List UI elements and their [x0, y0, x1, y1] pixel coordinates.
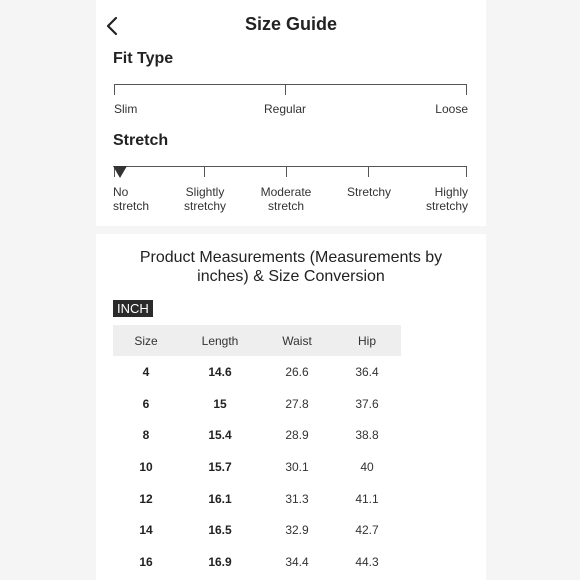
cell-size: 6	[142, 396, 150, 411]
fit-type-label-loose: Loose	[435, 102, 468, 116]
cell-waist: 27.8	[285, 396, 309, 411]
stretch-scale-line	[114, 166, 467, 167]
stretch-tick	[286, 166, 287, 177]
fit-type-tick	[114, 84, 115, 95]
table-row	[113, 451, 401, 483]
fit-type-label-slim: Slim	[114, 102, 138, 116]
table-header-row	[113, 325, 401, 356]
table-row	[113, 388, 401, 420]
cell-waist: 26.6	[285, 364, 309, 379]
measurements-title: Product Measurements (Measurements by inches) & Size Conversion	[139, 249, 443, 285]
cell-size: 4	[142, 364, 150, 379]
cell-hip: 37.6	[355, 396, 379, 411]
cell-length: 16.5	[208, 523, 232, 538]
fit-type-title: Fit Type	[113, 50, 174, 67]
column-header-hip: Hip	[333, 325, 401, 356]
stretch-tick	[466, 166, 467, 177]
cell-length: 15.4	[208, 428, 232, 443]
cell-hip: 40	[360, 459, 374, 474]
cell-length: 16.9	[208, 554, 232, 569]
table-row	[113, 514, 401, 546]
stretch-label-no: No stretch	[113, 185, 150, 213]
table-row	[113, 419, 401, 451]
cell-hip: 42.7	[355, 523, 379, 538]
fit-type-label-regular: Regular	[264, 102, 307, 116]
cell-size: 14	[139, 523, 153, 538]
stretch-tick	[368, 166, 369, 177]
cell-waist: 32.9	[285, 523, 309, 538]
cell-waist: 28.9	[285, 428, 309, 443]
page-title: Size Guide	[244, 14, 338, 34]
table-row	[113, 356, 401, 388]
measurements-card	[96, 234, 486, 580]
stretch-selected-marker-icon	[113, 166, 127, 178]
column-header-size: Size	[113, 325, 179, 356]
fit-type-tick	[466, 84, 467, 95]
cell-hip: 36.4	[355, 364, 379, 379]
table-row	[113, 546, 401, 578]
cell-size: 16	[139, 554, 153, 569]
fit-card	[96, 50, 486, 226]
cell-size: 8	[142, 428, 150, 443]
cell-hip: 38.8	[355, 428, 379, 443]
cell-length: 14.6	[208, 364, 232, 379]
header-bar	[96, 0, 486, 50]
cell-hip: 44.3	[355, 554, 379, 569]
measurements-table	[113, 325, 401, 578]
cell-size: 10	[139, 459, 153, 474]
fit-type-tick	[285, 84, 286, 95]
cell-waist: 30.1	[285, 459, 309, 474]
stretch-label-stretchy: Stretchy	[346, 185, 391, 199]
stretch-label-highly: Highly stretchy	[425, 185, 468, 213]
table-row	[113, 483, 401, 515]
cell-length: 16.1	[208, 491, 232, 506]
stretch-title: Stretch	[113, 132, 169, 149]
cell-waist: 34.4	[285, 554, 309, 569]
fit-type-scale-line	[114, 84, 467, 85]
column-header-waist: Waist	[261, 325, 333, 356]
unit-badge[interactable]: INCH	[113, 300, 153, 317]
cell-size: 12	[139, 491, 153, 506]
stretch-label-slightly: Slightly stretchy	[184, 185, 227, 213]
stretch-label-moderate: Moderate stretch	[260, 185, 312, 213]
stretch-tick	[204, 166, 205, 177]
cell-hip: 41.1	[355, 491, 379, 506]
cell-length: 15.7	[208, 459, 232, 474]
cell-waist: 31.3	[285, 491, 309, 506]
cell-length: 15	[213, 396, 227, 411]
size-guide-screen	[96, 0, 486, 580]
column-header-length: Length	[179, 325, 261, 356]
